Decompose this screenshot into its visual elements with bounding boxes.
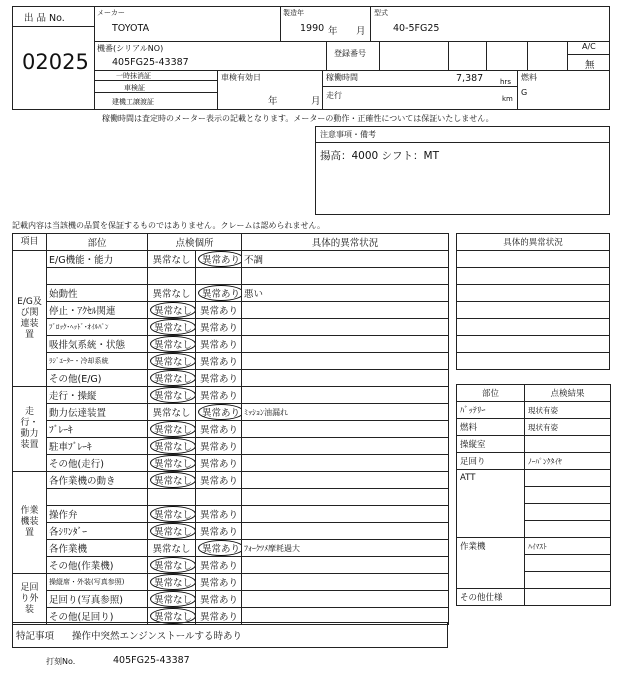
normal-label: 異常なし	[150, 506, 196, 522]
detail-cell: 悪い	[242, 285, 449, 302]
result-value	[525, 470, 611, 487]
normal-label: 異常なし	[150, 421, 196, 437]
shaken-label: 車検有効日	[221, 73, 261, 82]
result-row	[457, 487, 611, 504]
normal-label: 異常なし	[152, 289, 191, 300]
section-label: 足回り外装	[13, 574, 47, 625]
table-row	[13, 336, 449, 353]
right-detail-header: 具体的異常状況	[457, 234, 610, 251]
table-row	[13, 285, 449, 302]
abnormal-label: 異常あり	[200, 306, 239, 317]
hours-label: 稼働時間	[326, 73, 358, 82]
temp-permit-label: 一時抹消証	[116, 72, 151, 80]
abnormal-option[interactable]	[196, 387, 242, 404]
normal-option[interactable]	[148, 404, 196, 421]
result-part: 足回り	[457, 453, 525, 470]
table-row	[13, 387, 449, 404]
result-value	[525, 589, 611, 606]
abnormal-option[interactable]	[196, 523, 242, 540]
result-value	[525, 521, 611, 538]
col-header-check: 点検個所	[148, 234, 242, 251]
part-cell: 操縦席・外装(写真参照)	[47, 574, 148, 591]
detail-blank-cell	[457, 336, 610, 353]
abnormal-label: 異常あり	[198, 540, 242, 556]
normal-label: 異常なし	[150, 319, 196, 335]
inspection-cert-label: 建機工譲渡証	[112, 98, 154, 106]
part-cell: 吸排気系統・状態	[47, 336, 148, 353]
vehicle-cert-label: 車検証	[124, 84, 145, 92]
normal-label: 異常なし	[150, 336, 196, 352]
part-cell	[47, 268, 148, 285]
right-results-table	[456, 384, 611, 606]
part-cell: その他(足回り)	[47, 608, 148, 625]
section-label: 作業機装置	[13, 472, 47, 574]
result-row	[457, 572, 611, 589]
normal-option[interactable]	[148, 370, 196, 387]
table-row	[13, 319, 449, 336]
model-value: 40-5FG25	[393, 23, 440, 34]
table-row	[13, 370, 449, 387]
result-part: 作業機	[457, 538, 525, 555]
result-part	[457, 572, 525, 589]
table-row	[13, 438, 449, 455]
normal-label: 異常なし	[150, 608, 196, 624]
shaken-year-unit: 年	[268, 96, 278, 107]
result-row	[457, 521, 611, 538]
abnormal-label: 異常あり	[198, 251, 242, 267]
abnormal-option[interactable]	[196, 574, 242, 591]
part-cell: 動力伝達装置	[47, 404, 148, 421]
abnormal-label: 異常あり	[200, 578, 239, 589]
detail-cell	[242, 506, 449, 523]
normal-option[interactable]	[148, 574, 196, 591]
result-part	[457, 521, 525, 538]
detail-cell	[242, 438, 449, 455]
maker-label: メーカー	[97, 9, 125, 17]
normal-option[interactable]	[148, 268, 196, 285]
table-row	[13, 268, 449, 285]
normal-label: 異常なし	[150, 370, 196, 386]
hours-value: 7,387	[456, 73, 484, 84]
inspection-table	[12, 233, 449, 625]
shaken-month-unit: 月	[311, 96, 321, 107]
abnormal-option[interactable]	[196, 319, 242, 336]
detail-cell	[242, 370, 449, 387]
right-result-header: 点検結果	[525, 385, 611, 402]
normal-label: 異常なし	[152, 544, 191, 555]
detail-cell	[242, 268, 449, 285]
table-row	[13, 523, 449, 540]
result-value	[525, 572, 611, 589]
part-cell: 駐車ﾌﾞﾚｰｷ	[47, 438, 148, 455]
abnormal-option[interactable]	[196, 557, 242, 574]
detail-blank-cell	[457, 251, 610, 268]
normal-option[interactable]	[148, 438, 196, 455]
abnormal-option[interactable]	[196, 285, 242, 302]
part-cell: 停止・ｱｸｾﾙ関連	[47, 302, 148, 319]
result-row	[457, 504, 611, 521]
abnormal-label: 異常あり	[198, 285, 242, 301]
year-value: 1990	[300, 23, 325, 34]
normal-option[interactable]	[148, 489, 196, 506]
result-part: 操縦室	[457, 436, 525, 453]
detail-cell	[242, 574, 449, 591]
normal-option[interactable]	[148, 387, 196, 404]
part-cell: 各ｼﾘﾝﾀﾞｰ	[47, 523, 148, 540]
normal-label: 異常なし	[150, 557, 196, 573]
normal-option[interactable]	[148, 540, 196, 557]
registration-label: 登録番号	[334, 49, 366, 58]
abnormal-option[interactable]	[196, 251, 242, 268]
ac-label: A/C	[582, 42, 596, 51]
abnormal-option[interactable]	[196, 353, 242, 370]
result-part: 燃料	[457, 419, 525, 436]
part-cell: ﾌﾞﾛｯｸ･ﾍｯﾄﾞ･ｵｲﾙﾊﾟﾝ	[47, 319, 148, 336]
part-cell: その他(走行)	[47, 455, 148, 472]
lot-number: 02025	[22, 50, 89, 74]
special-notes-text: 操作中突然エンジンストールする時あり	[72, 631, 243, 642]
abnormal-label: 異常あり	[200, 459, 239, 470]
detail-cell: 不調	[242, 251, 449, 268]
abnormal-label: 異常あり	[200, 425, 239, 436]
lot-label: 出 品 No.	[24, 13, 65, 24]
result-row	[457, 589, 611, 606]
normal-label: 異常なし	[150, 302, 196, 318]
normal-option[interactable]	[148, 302, 196, 319]
result-value	[525, 487, 611, 504]
normal-label: 異常なし	[150, 523, 196, 539]
abnormal-label: 異常あり	[200, 323, 239, 334]
serial-value: 405FG25-43387	[112, 57, 189, 68]
col-header-detail: 具体的異常状況	[242, 234, 449, 251]
part-cell: その他(作業機)	[47, 557, 148, 574]
result-value: ﾊｲﾏｽﾄ	[525, 538, 611, 555]
abnormal-label: 異常あり	[200, 561, 239, 572]
result-row	[457, 470, 611, 487]
table-row	[13, 421, 449, 438]
special-notes-label: 特記事項	[16, 631, 55, 642]
normal-option[interactable]	[148, 421, 196, 438]
normal-option[interactable]	[148, 591, 196, 608]
detail-blank-cell	[457, 302, 610, 319]
normal-option[interactable]	[148, 336, 196, 353]
stamp-label: 打刻No.	[46, 657, 76, 666]
table-row	[13, 302, 449, 319]
abnormal-option[interactable]	[196, 404, 242, 421]
normal-label: 異常なし	[150, 387, 196, 403]
section-label: E/G及び関連装置	[13, 251, 47, 387]
part-cell: ﾗｼﾞｴｰﾀｰ・冷却系統	[47, 353, 148, 370]
table-row	[13, 591, 449, 608]
part-cell: 各作業機	[47, 540, 148, 557]
detail-cell	[242, 336, 449, 353]
result-part	[457, 555, 525, 572]
abnormal-label: 異常あり	[200, 357, 239, 368]
abnormal-label: 異常あり	[200, 510, 239, 521]
abnormal-option[interactable]	[196, 336, 242, 353]
mileage-label: 走行	[326, 91, 342, 100]
table-row	[13, 472, 449, 489]
normal-label: 異常なし	[150, 455, 196, 471]
abnormal-label: 異常あり	[200, 527, 239, 538]
normal-option[interactable]	[148, 251, 196, 268]
abnormal-option[interactable]	[196, 506, 242, 523]
right-part-header: 部位	[457, 385, 525, 402]
detail-blank-cell	[457, 268, 610, 285]
normal-label: 異常なし	[150, 574, 196, 590]
normal-label: 異常なし	[150, 591, 196, 607]
result-part	[457, 487, 525, 504]
abnormal-label: 異常あり	[198, 404, 242, 420]
result-value	[525, 504, 611, 521]
result-part: ATT	[457, 470, 525, 487]
normal-option[interactable]	[148, 319, 196, 336]
mileage-unit: km	[502, 95, 513, 103]
table-row	[13, 489, 449, 506]
serial-label: 機番(シリアルNO)	[97, 44, 164, 53]
part-cell: ﾌﾞﾚｰｷ	[47, 421, 148, 438]
normal-option[interactable]	[148, 285, 196, 302]
right-detail-table	[456, 233, 610, 370]
table-row	[13, 540, 449, 557]
result-row	[457, 538, 611, 555]
normal-option[interactable]	[148, 353, 196, 370]
year-label: 製造年	[283, 9, 304, 17]
month-unit: 月	[356, 26, 366, 37]
hours-unit: hrs	[500, 78, 511, 86]
normal-label: 異常なし	[152, 408, 191, 419]
abnormal-label: 異常あり	[200, 442, 239, 453]
abnormal-option[interactable]	[196, 438, 242, 455]
maker-value: TOYOTA	[112, 23, 150, 34]
col-header-part: 部位	[47, 234, 148, 251]
table-row	[13, 455, 449, 472]
detail-cell: ﾐｯｼｮﾝ油漏れ	[242, 404, 449, 421]
detail-cell	[242, 523, 449, 540]
part-cell: その他(E/G)	[47, 370, 148, 387]
result-part	[457, 504, 525, 521]
normal-option[interactable]	[148, 506, 196, 523]
result-row	[457, 402, 611, 419]
quality-disclaimer: 記載内容は当該機の品質を保証するものではありません。クレームは認められません。	[12, 221, 325, 230]
result-value	[525, 436, 611, 453]
normal-option[interactable]	[148, 557, 196, 574]
col-header-item: 項目	[13, 234, 47, 251]
part-cell: 各作業機の動き	[47, 472, 148, 489]
result-value: ﾉｰﾊﾟﾝｸﾀｲﾔ	[525, 453, 611, 470]
notes-label: 注意事項・備考	[320, 130, 376, 139]
result-value	[525, 555, 611, 572]
detail-blank-cell	[457, 353, 610, 370]
part-cell: E/G機能・能力	[47, 251, 148, 268]
abnormal-option[interactable]	[196, 302, 242, 319]
detail-cell	[242, 302, 449, 319]
abnormal-label: 異常あり	[200, 595, 239, 606]
detail-blank-cell	[457, 285, 610, 302]
detail-cell	[242, 421, 449, 438]
detail-cell	[242, 591, 449, 608]
part-cell: 始動性	[47, 285, 148, 302]
stamp-value: 405FG25-43387	[113, 655, 190, 666]
abnormal-option[interactable]	[196, 421, 242, 438]
abnormal-option[interactable]	[196, 370, 242, 387]
abnormal-label: 異常あり	[200, 374, 239, 385]
table-row	[13, 506, 449, 523]
abnormal-option[interactable]	[196, 472, 242, 489]
hours-disclaimer: 稼働時間は査定時のメーター表示の記載となります。メーターの動作・正確性については保証いたしません。	[102, 114, 494, 123]
detail-cell	[242, 472, 449, 489]
normal-label: 異常なし	[150, 353, 196, 369]
fuel-label: 燃料	[521, 73, 537, 82]
result-part: その他仕様	[457, 589, 525, 606]
table-row	[13, 557, 449, 574]
abnormal-label: 異常あり	[200, 612, 239, 623]
result-row	[457, 555, 611, 572]
table-row	[13, 574, 449, 591]
detail-cell: ﾌｫｰｸﾂﾒ摩耗過大	[242, 540, 449, 557]
result-row	[457, 436, 611, 453]
abnormal-label: 異常あり	[200, 391, 239, 402]
normal-option[interactable]	[148, 523, 196, 540]
normal-label: 異常なし	[150, 472, 196, 488]
part-cell: 操作弁	[47, 506, 148, 523]
part-cell: 足回り(写真参照)	[47, 591, 148, 608]
result-row	[457, 419, 611, 436]
ac-value: 無	[585, 60, 595, 71]
abnormal-label: 異常あり	[200, 340, 239, 351]
year-unit: 年	[328, 26, 338, 37]
normal-option[interactable]	[148, 472, 196, 489]
abnormal-label: 異常あり	[200, 476, 239, 487]
detail-cell	[242, 353, 449, 370]
table-row	[13, 353, 449, 370]
result-value: 現状有姿	[525, 402, 611, 419]
abnormal-option[interactable]	[196, 489, 242, 506]
abnormal-option[interactable]	[196, 455, 242, 472]
abnormal-option[interactable]	[196, 591, 242, 608]
result-row	[457, 453, 611, 470]
abnormal-option[interactable]	[196, 540, 242, 557]
fuel-value: G	[521, 88, 528, 97]
notes-text: 揚高：4000 シフト：MT	[320, 150, 440, 162]
section-label: 走行・動力装置	[13, 387, 47, 472]
detail-cell	[242, 319, 449, 336]
table-row	[13, 251, 449, 268]
detail-blank-cell	[457, 319, 610, 336]
part-cell: 走行・操縦	[47, 387, 148, 404]
detail-cell	[242, 489, 449, 506]
result-part: ﾊﾞｯﾃﾘｰ	[457, 402, 525, 419]
part-cell	[47, 489, 148, 506]
normal-label: 異常なし	[150, 438, 196, 454]
normal-option[interactable]	[148, 455, 196, 472]
detail-cell	[242, 387, 449, 404]
detail-cell	[242, 557, 449, 574]
model-label: 型式	[374, 9, 388, 17]
detail-cell	[242, 455, 449, 472]
result-value: 現状有姿	[525, 419, 611, 436]
table-row	[13, 404, 449, 421]
abnormal-option[interactable]	[196, 268, 242, 285]
normal-label: 異常なし	[152, 255, 191, 266]
